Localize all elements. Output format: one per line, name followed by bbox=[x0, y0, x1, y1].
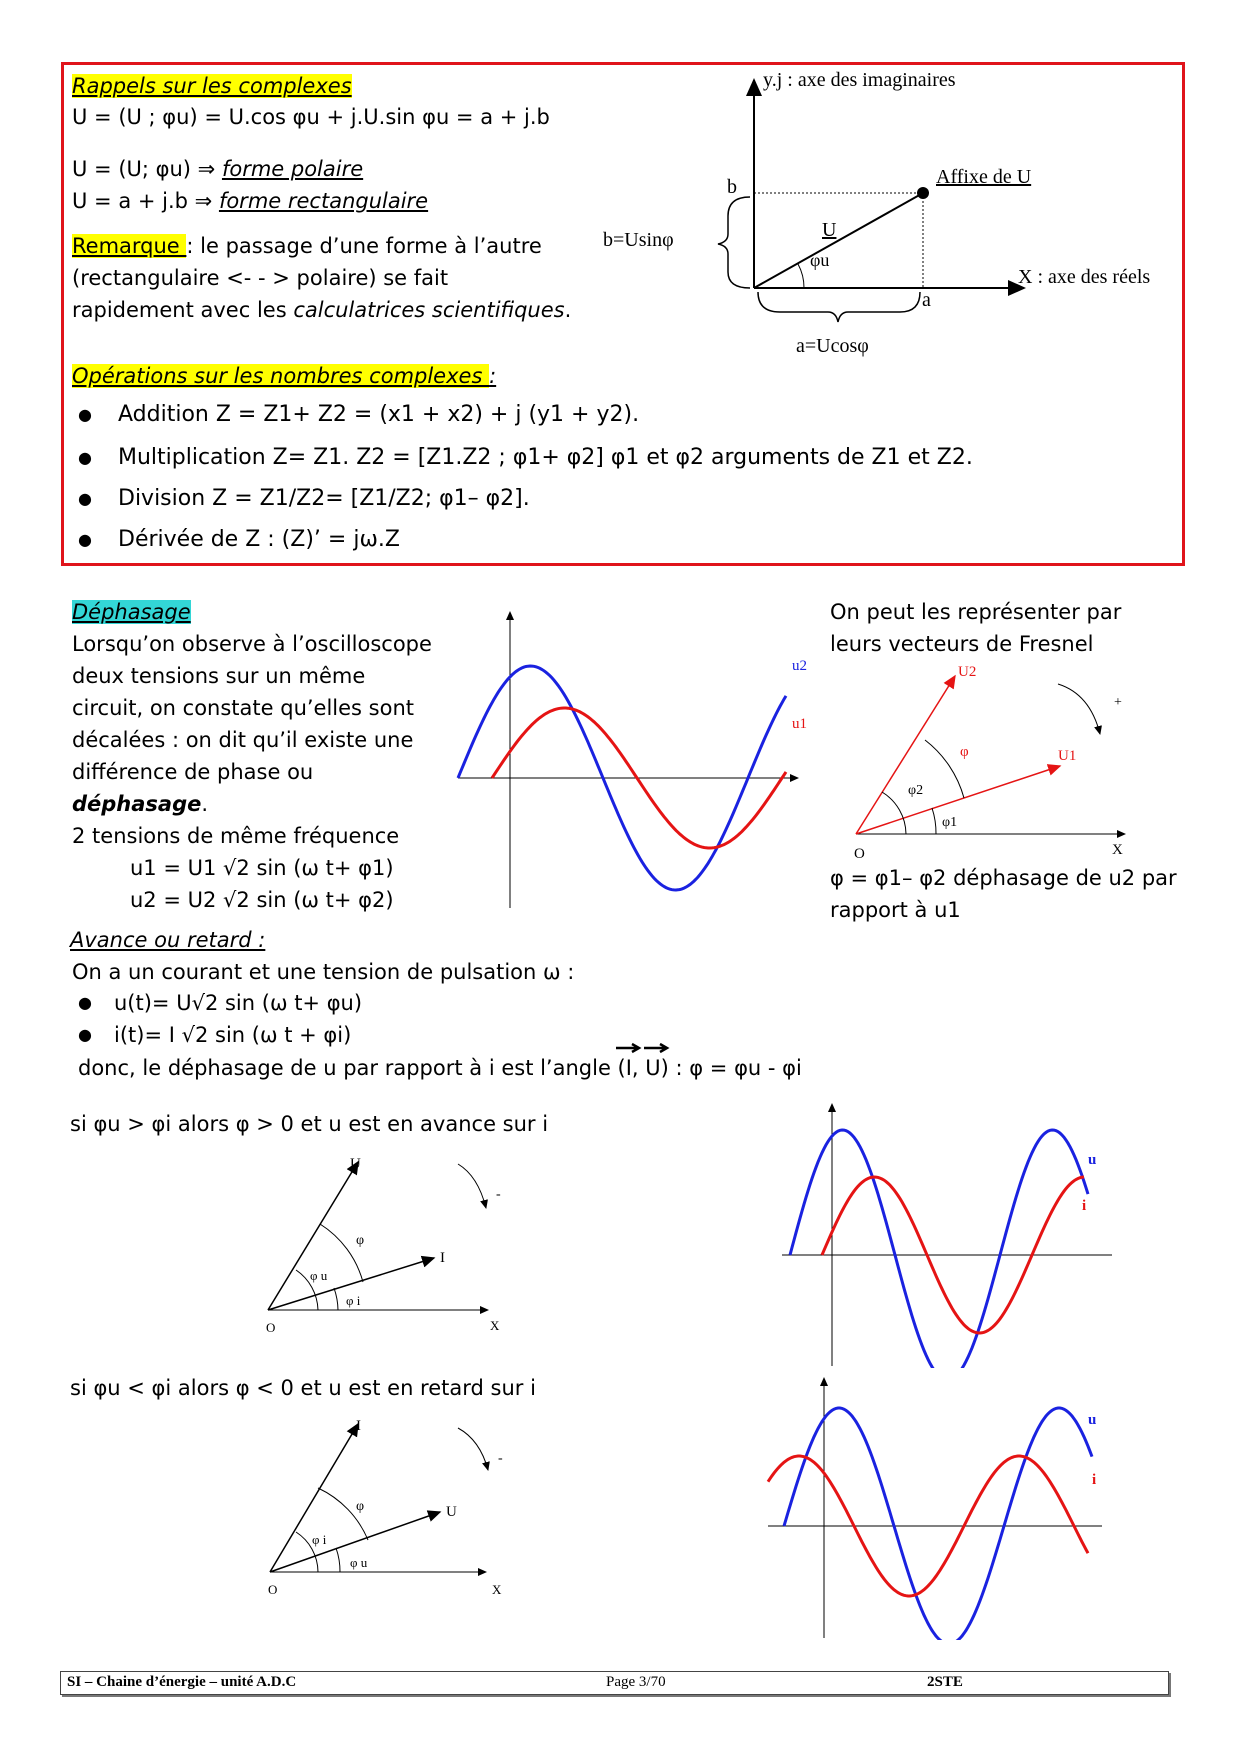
avance-u-label: U bbox=[350, 1156, 361, 1172]
imag-axis-label: y.j : axe des imaginaires bbox=[763, 69, 956, 91]
retard-u-curve-label: u bbox=[1088, 1412, 1097, 1428]
remarque-line3: rapidement avec les calculatrices scientifiques. bbox=[72, 298, 572, 322]
footer-right: 2STE bbox=[927, 1674, 963, 1690]
avance-intro: On a un courant et une tension de pulsation ω : bbox=[72, 960, 575, 984]
retard-vector-i bbox=[270, 1424, 358, 1572]
vector-u bbox=[754, 193, 923, 288]
complexes-title: Rappels sur les complexes bbox=[72, 74, 352, 98]
avance-u-curve-label: u bbox=[1088, 1152, 1097, 1168]
op-addition: ● Addition Z = Z1+ Z2 = (x1 + x2) + j (y1 + y2). bbox=[78, 402, 640, 427]
phasor-retard bbox=[258, 1412, 518, 1602]
retard-i-label: I bbox=[356, 1418, 361, 1434]
dephasage-graph bbox=[446, 608, 816, 918]
footer-page: Page 3/70 bbox=[606, 1674, 666, 1690]
retard-x-label: X bbox=[492, 1582, 502, 1597]
u-label: U bbox=[822, 219, 837, 241]
vector-arrows bbox=[612, 1042, 672, 1062]
u-overarrow bbox=[644, 1044, 667, 1052]
retard-i-curve-label: i bbox=[1092, 1472, 1097, 1488]
u1-vector-label: U1 bbox=[1058, 748, 1077, 764]
a-brace bbox=[758, 292, 920, 322]
avance-phi-i-arc bbox=[334, 1288, 338, 1310]
avance-i-curve-label: i bbox=[1082, 1198, 1087, 1214]
u1-equation: u1 = U1 √2 sin (ω t+ φ1) bbox=[130, 856, 394, 880]
phi2-fresnel-label: φ2 bbox=[908, 783, 924, 798]
retard-minus-label: - bbox=[498, 1451, 503, 1466]
polar-form-line: U = (U; φu) ⇒ forme polaire bbox=[72, 157, 364, 181]
retard-rotation-arrow bbox=[458, 1428, 488, 1470]
footer-left: SI – Chaine d’énergie – unité A.D.C bbox=[67, 1674, 297, 1690]
phi-arc-fresnel bbox=[925, 740, 964, 798]
phi-arc bbox=[798, 264, 804, 288]
dephasage-line4: décalées : on dit qu’il existe une bbox=[72, 728, 414, 752]
operations-title: Opérations sur les nombres complexes : bbox=[72, 364, 497, 388]
complex-definition: U = (U ; φu) = U.cos φu + j.U.sin φu = a + j.b bbox=[72, 105, 550, 129]
dephasage-line3: circuit, on constate qu’elles sont bbox=[72, 696, 415, 720]
dephasage-line5: différence de phase ou bbox=[72, 760, 314, 784]
phasor-avance bbox=[258, 1150, 518, 1340]
a-label: a bbox=[922, 289, 931, 311]
retard-phiu-label: φ u bbox=[350, 1555, 368, 1570]
phi2-arc bbox=[882, 792, 906, 834]
avance-phiu-label: φ u bbox=[310, 1268, 328, 1283]
i-overarrow bbox=[616, 1044, 639, 1052]
fresnel-text2: leurs vecteurs de Fresnel bbox=[830, 632, 1094, 656]
avance-waveform bbox=[776, 1100, 1116, 1368]
retard-phi-label: φ bbox=[356, 1499, 365, 1514]
case-avance: si φu > φi alors φ > 0 et u est en avance sur i bbox=[70, 1112, 549, 1136]
u2-equation: u2 = U2 √2 sin (ω t+ φ2) bbox=[130, 888, 394, 912]
origin-label: O bbox=[854, 846, 865, 862]
avance-o-label: O bbox=[266, 1320, 276, 1335]
b-label: b bbox=[727, 176, 737, 198]
acos-label: a=Ucosφ bbox=[796, 335, 869, 357]
u1-curve-label: u1 bbox=[792, 716, 807, 732]
retard-waveform bbox=[762, 1374, 1112, 1640]
x-label: X bbox=[1112, 842, 1123, 858]
avance-phi-label: φ bbox=[356, 1233, 365, 1248]
remarque-line1: Remarque : le passage d’une forme à l’autre bbox=[72, 234, 542, 258]
vector-u1 bbox=[856, 766, 1060, 834]
affix-label: Affixe de U bbox=[936, 166, 1032, 188]
freq-line: 2 tensions de même fréquence bbox=[72, 824, 400, 848]
phi-label: φu bbox=[810, 250, 830, 270]
bsin-label: b=Usinφ bbox=[603, 229, 674, 251]
dephasage-title: Déphasage bbox=[72, 600, 191, 624]
u2-vector-label: U2 bbox=[958, 664, 977, 680]
avance-i-label: I bbox=[440, 1250, 445, 1266]
u2-curve-label: u2 bbox=[792, 658, 807, 674]
fresnel-def2: rapport à u1 bbox=[830, 898, 961, 922]
avance-wave-u bbox=[790, 1130, 1088, 1368]
phi1-fresnel-label: φ1 bbox=[942, 815, 958, 830]
u-t-line: ● u(t)= U√2 sin (ω t+ φu) bbox=[78, 991, 363, 1015]
retard-u-label: U bbox=[446, 1504, 457, 1520]
op-multiplication: ● Multiplication Z= Z1. Z2 = [Z1.Z2 ; φ1+ φ2] φ1 et φ2 arguments de Z1 et Z2. bbox=[78, 445, 973, 470]
avance-phii-label: φ i bbox=[346, 1293, 361, 1308]
retard-wave-u bbox=[784, 1408, 1092, 1640]
dephasage-line2: deux tensions sur un même bbox=[72, 664, 366, 688]
remarque-line2: (rectangulaire <- - > polaire) se fait bbox=[72, 266, 449, 290]
fresnel-diagram bbox=[840, 654, 1160, 864]
avance-rotation-arrow bbox=[458, 1164, 486, 1208]
fresnel-def1: φ = φ1– φ2 déphasage de u2 par bbox=[830, 866, 1177, 890]
fresnel-text1: On peut les représenter par bbox=[830, 600, 1122, 624]
plus-label: + bbox=[1114, 695, 1122, 710]
rect-form-line: U = a + j.b ⇒ forme rectangulaire bbox=[72, 189, 429, 213]
phi1-arc bbox=[932, 808, 936, 834]
avance-minus-label: - bbox=[496, 1187, 501, 1202]
dephasage-line1: Lorsqu’on observe à l’oscilloscope bbox=[72, 632, 432, 656]
b-brace bbox=[718, 197, 750, 288]
page-footer bbox=[60, 1671, 1169, 1695]
rotation-arrow bbox=[1058, 684, 1100, 734]
retard-phii-label: φ i bbox=[312, 1532, 327, 1547]
avance-title: Avance ou retard : bbox=[70, 928, 266, 952]
retard-phi-u-arc bbox=[336, 1548, 340, 1572]
avance-x-label: X bbox=[490, 1318, 500, 1333]
dephasage-line6: déphasage. bbox=[72, 792, 209, 816]
complex-plane-diagram bbox=[600, 66, 1180, 366]
donc-line: donc, le déphasage de u par rapport à i est l’angle (I, U) : φ = φu - φi bbox=[78, 1056, 802, 1080]
retard-o-label: O bbox=[268, 1582, 278, 1597]
avance-vector-u bbox=[268, 1162, 358, 1310]
op-derivative: ● Dérivée de Z : (Z)’ = jω.Z bbox=[78, 527, 400, 552]
case-retard: si φu < φi alors φ < 0 et u est en retard sur i bbox=[70, 1376, 536, 1400]
real-axis-label: X : axe des réels bbox=[1018, 266, 1151, 288]
vector-u2 bbox=[856, 676, 958, 834]
phi-fresnel-label: φ bbox=[960, 744, 969, 760]
op-division: ● Division Z = Z1/Z2= [Z1/Z2; φ1– φ2]. bbox=[78, 486, 530, 511]
i-t-line: ● i(t)= I √2 sin (ω t + φi) bbox=[78, 1023, 352, 1047]
